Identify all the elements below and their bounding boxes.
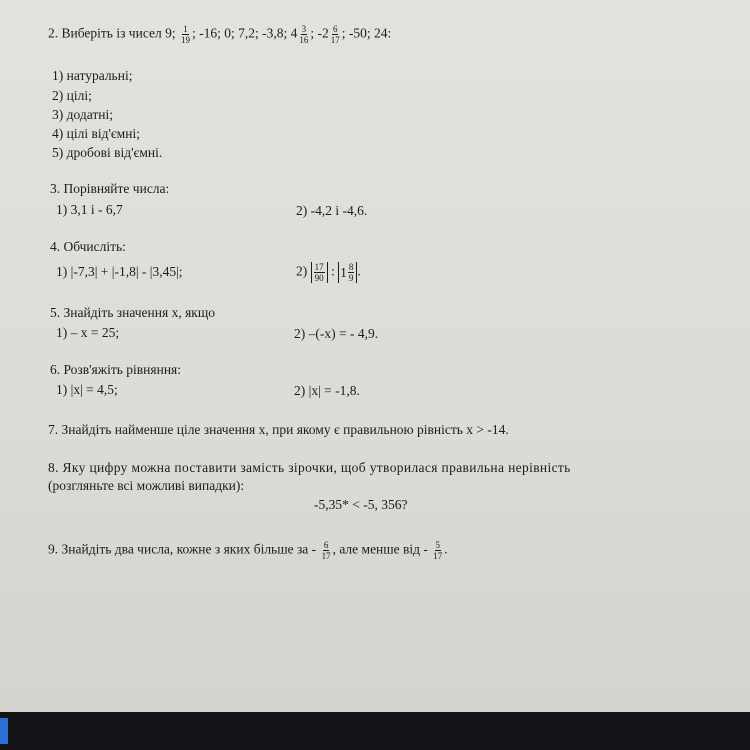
task2-end: ; -50; 24: (341, 25, 392, 41)
task8-expression: -5,35* < -5, 356? (314, 497, 408, 512)
task8-line1: 8. Яку цифру можна поставити замість зірочки, щоб утворилася правильна нерівність (48, 460, 571, 475)
task4-b: 2) $\frac{17}{90}$ : 1 $\frac{8}{9}$ . (296, 262, 361, 283)
task2-item-3: 3) додатні; (52, 107, 113, 122)
fraction-6-17-b: $\frac{6}{17}$ (321, 540, 331, 561)
task5-b: 2) –(-x) = - 4,9. (294, 326, 379, 341)
fraction-5-17: $\frac{5}{17}$ (433, 540, 443, 561)
task3-a: 1) 3,1 і - 6,7 (56, 202, 123, 217)
abs-mixed-1-8-9: 1 $\frac{8}{9}$ (338, 262, 357, 283)
task4-title: 4. Обчисліть: (50, 239, 126, 254)
task6-b: 2) |x| = -1,8. (294, 383, 360, 398)
task2-mid2: ; -2 (310, 25, 329, 41)
task2-question (48, 24, 391, 45)
abs-fraction-17-90: $\frac{17}{90}$ (311, 262, 328, 283)
task2-item-2: 2) цілі; (52, 88, 92, 103)
task5-title: 5. Знайдіть значення x, якщо (50, 305, 215, 320)
task5-a: 1) – x = 25; (56, 325, 120, 340)
task9-question: 9. Знайдіть два числа, кожне з яких більше за - $\frac{6}{17}$ , але менше від - $\frac{5}{17}$ . (48, 540, 448, 561)
fraction-1-19: $\frac{1}{19}$ (180, 24, 190, 45)
task6-a: 1) |x| = 4,5; (56, 382, 118, 397)
fraction-6-17: $\frac{6}{17}$ (330, 24, 340, 45)
taskbar (0, 712, 750, 750)
task7-question: 7. Знайдіть найменше ціле значення x, при якому є правильною рівність x > -14. (48, 422, 509, 437)
task2-item-4: 4) цілі від'ємні; (52, 126, 140, 141)
task3-b: 2) -4,2 і -4,6. (296, 203, 368, 218)
task2-item-5: 5) дробові від'ємні. (52, 145, 163, 160)
task2-intro: 2. Виберіть із чисел 9; (48, 25, 176, 41)
task6-title: 6. Розв'яжіть рівняння: (50, 362, 181, 377)
fraction-3-16: $\frac{3}{16}$ (299, 24, 309, 45)
task8-line2: (розгляньте всі можливі випадки): (48, 478, 245, 493)
task3-title: 3. Порівняйте числа: (50, 181, 170, 196)
start-button[interactable] (0, 718, 8, 744)
task2-item-1: 1) натуральні; (52, 68, 133, 83)
task2-mid1: ; -16; 0; 7,2; -3,8; 4 (191, 25, 298, 41)
task4-a: 1) |-7,3| + |-1,8| - |3,45|; (56, 264, 183, 279)
